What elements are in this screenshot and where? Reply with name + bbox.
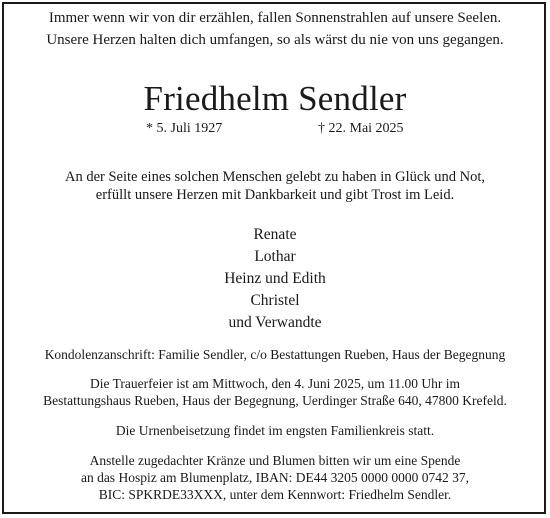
mourner-name: und Verwandte — [228, 314, 322, 331]
tribute-line-2: erfüllt unsere Herzen mit Dankbarkeit und gibt Trost im Leid. — [95, 187, 455, 203]
funeral-line-1: Die Trauerfeier ist am Mittwoch, den 4. Juni 2025, um 11.00 Uhr im — [90, 376, 460, 391]
condolence-address: Kondolenzanschrift: Familie Sendler, c/o Bestattungen Rueben, Haus der Begegnung — [44, 347, 506, 362]
tribute-line-1: An der Seite eines solchen Menschen gelebt zu haben in Glück und Not, — [65, 169, 485, 185]
deceased-name: Friedhelm Sendler — [143, 79, 407, 118]
funeral-line-2: Bestattungshaus Rueben, Haus der Begegnung, Uerdinger Straße 640, 47800 Krefeld. — [43, 393, 507, 408]
mourner-name: Renate — [253, 226, 297, 243]
death-date: † 22. Mai 2025 — [318, 121, 404, 136]
mourner-name: Lothar — [254, 248, 296, 265]
donation-line-1: Anstelle zugedachter Kränze und Blumen bitten wir um eine Spende — [89, 453, 461, 468]
donation-line-2: an das Hospiz am Blumenplatz, IBAN: DE44 3205 0000 0000 0742 37, — [80, 470, 470, 485]
mourner-name: Christel — [250, 292, 300, 309]
motto-line-1: Immer wenn wir von dir erzählen, fallen Sonnenstrahlen auf unsere Seelen. — [48, 10, 502, 26]
motto-line-2: Unsere Herzen halten dich umfangen, so als wärst du nie von uns gegangen. — [46, 32, 504, 48]
donation-line-3: BIC: SPKRDE33XXX, unter dem Kennwort: Friedhelm Sendler. — [98, 487, 452, 502]
birth-date: * 5. Juli 1927 — [146, 121, 223, 136]
mourner-name: Heinz und Edith — [224, 270, 326, 287]
urn-burial-note: Die Urnenbeisetzung findet im engsten Familienkreis statt. — [115, 423, 435, 438]
